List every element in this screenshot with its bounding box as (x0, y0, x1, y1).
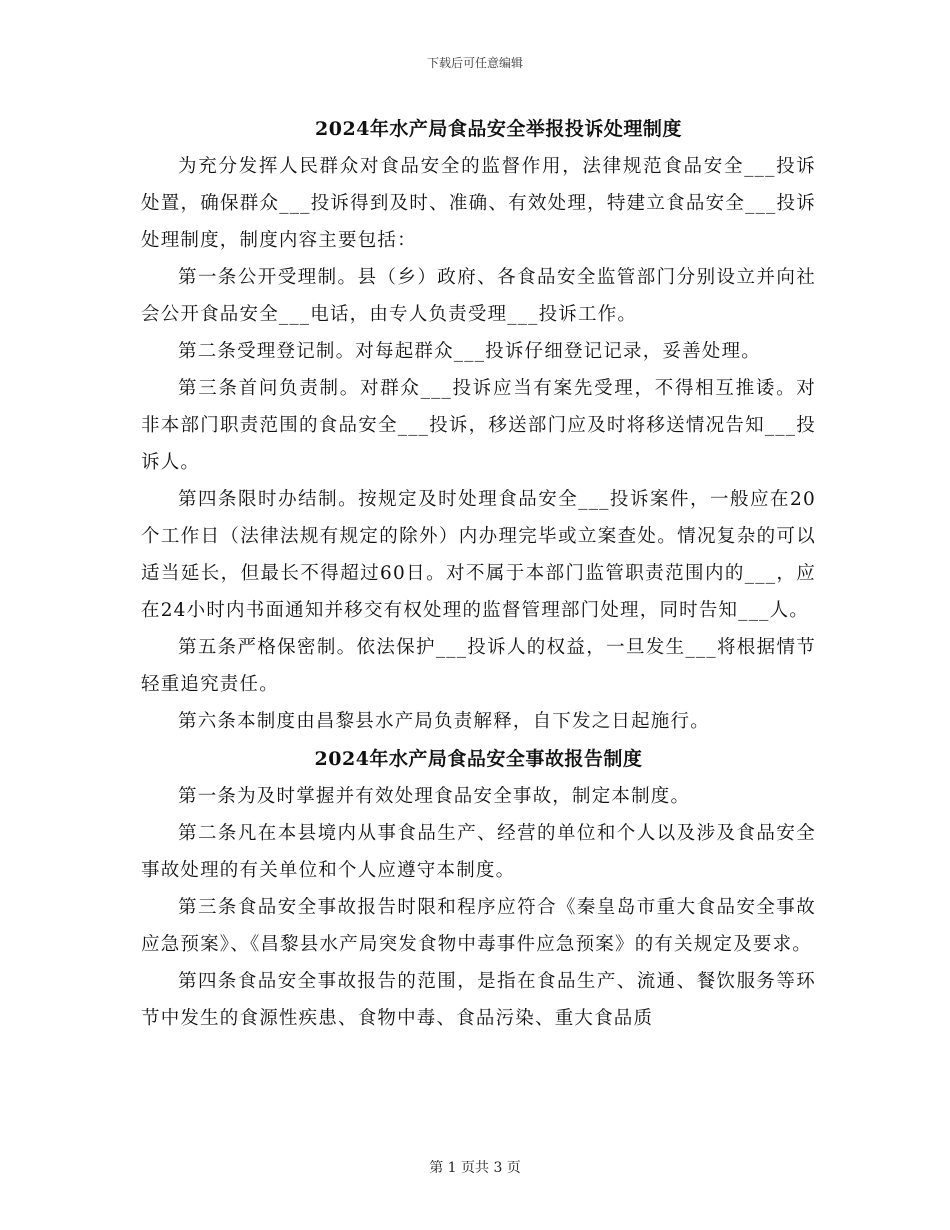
paragraph: 第二条受理登记制。对每起群众___投诉仔细登记记录，妥善处理。 (178, 341, 761, 362)
document-body (141, 110, 816, 1037)
paragraph: 为充分发挥人民群众对食品安全的监督作用，法律规范食品安全___投诉处置，确保群众___投诉得到及时、准确、有效处理，特建立食品安全___投诉处理制度，制度内容主要包括： (141, 156, 816, 251)
paragraph: 第一条为及时掌握并有效处理食品安全事故，制定本制度。 (178, 786, 691, 807)
page-header-note: 下载后可任意编辑 (426, 56, 523, 70)
page-number: 第 1 页共 3 页 (429, 1160, 521, 1176)
paragraph: 第四条食品安全事故报告的范围，是指在食品生产、流通、餐饮服务等环节中发生的食源性疾患、食物中毒、食品污染、重大食品质 (141, 971, 816, 1029)
section-incident-report (141, 740, 816, 1037)
section-title: 2024年水产局食品安全举报投诉处理制度 (315, 118, 682, 140)
paragraph: 第一条公开受理制。县（乡）政府、各食品安全监管部门分别设立并向社会公开食品安全___电话，由专人负责受理___投诉工作。 (141, 267, 816, 325)
paragraph: 第二条凡在本县境内从事食品生产、经营的单位和个人以及涉及食品安全事故处理的有关单位和个人应遵守本制度。 (141, 823, 816, 881)
paragraph: 第三条食品安全事故报告时限和程序应符合《秦皇岛市重大食品安全事故应急预案》、《昌黎县水产局突发食物中毒事件应急预案》的有关规定及要求。 (141, 897, 816, 955)
paragraph: 第四条限时办结制。按规定及时处理食品安全___投诉案件，一般应在20个工作日（法律法规有规定的除外）内办理完毕或立案查处。情况复杂的可以适当延长，但最长不得超过60日。对不属于本部门监管职责范围内的___，应在24小时内书面通知并移交有权处理的监督管理部门处理，同时告知___人。 (141, 489, 816, 621)
paragraph: 第三条首问负责制。对群众___投诉应当有案先受理，不得相互推诿。对非本部门职责范围的食品安全___投诉，移送部门应及时将移送情况告知___投诉人。 (141, 378, 816, 473)
paragraph: 第五条严格保密制。依法保护___投诉人的权益，一旦发生___将根据情节轻重追究责任。 (141, 637, 816, 695)
section-title: 2024年水产局食品安全事故报告制度 (314, 748, 643, 770)
section-complaint-handling (141, 110, 816, 740)
paragraph: 第六条本制度由昌黎县水产局负责解释，自下发之日起施行。 (178, 711, 710, 732)
